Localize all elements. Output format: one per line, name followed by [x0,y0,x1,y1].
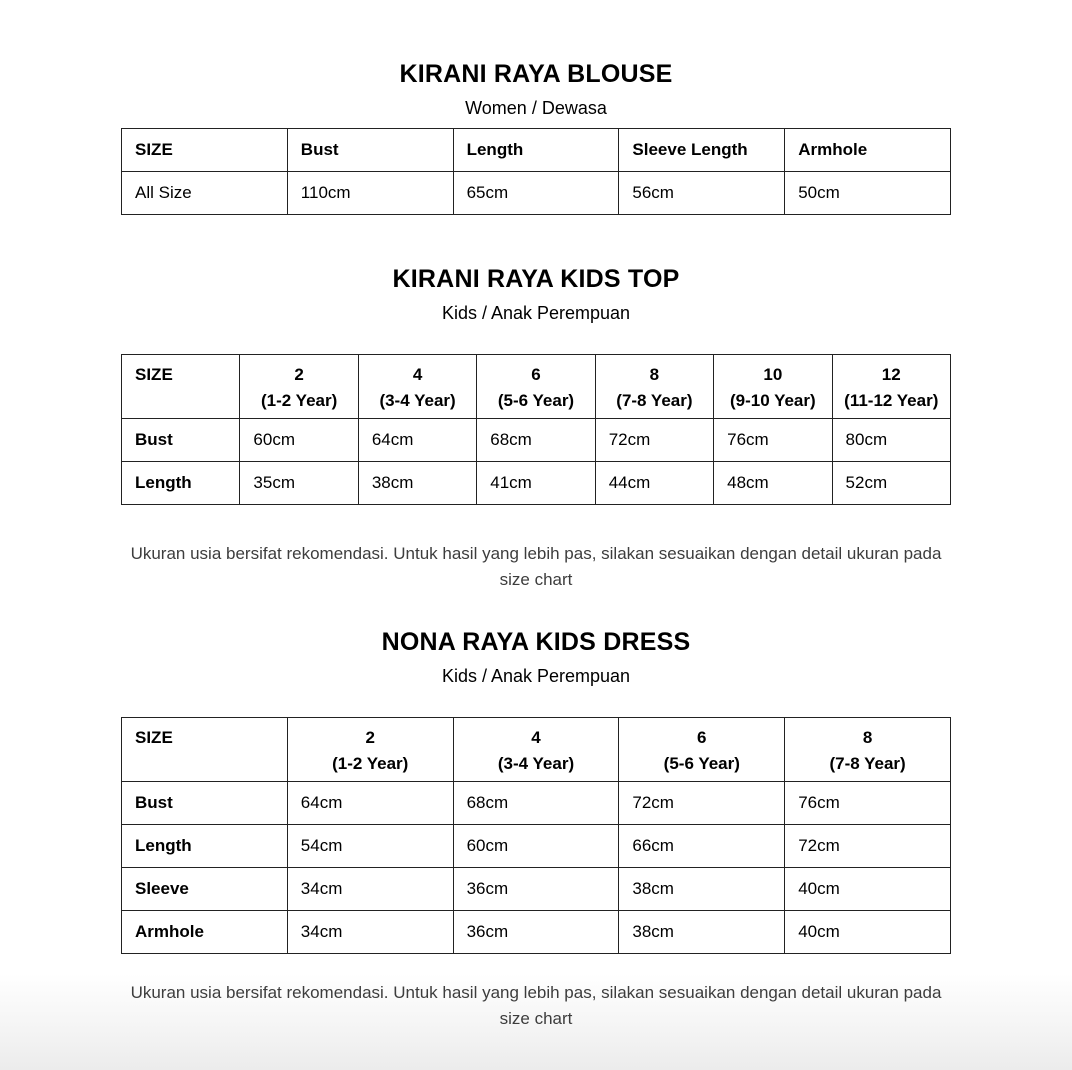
size-number-label: 8 [649,365,660,384]
value-cell: 54cm [287,824,453,867]
section-nona-raya-kids-dress [121,628,951,1033]
age-range-label: (7-8 Year) [616,391,693,411]
size-corner-cell: SIZE [122,355,240,419]
size-number-label: 10 [763,365,783,384]
section-kirani-raya-kids-top [121,265,951,594]
value-cell: 76cm [714,419,832,462]
value-cell: 52cm [832,462,950,505]
row-label-cell: Armhole [122,910,288,953]
table-body [122,419,951,505]
value-cell: 40cm [785,910,951,953]
value-cell: 41cm [477,462,595,505]
size-number-label: 4 [531,727,541,747]
value-cell: 72cm [619,781,785,824]
value-cell: 72cm [785,824,951,867]
size-column-header [785,717,951,781]
section-subtitle: Kids / Anak Perempuan [441,303,631,323]
table-body [122,781,951,953]
value-cell: 60cm [453,824,619,867]
value-cell: 40cm [785,867,951,910]
value-cell: 80cm [832,419,950,462]
value-cell: 64cm [287,781,453,824]
table-header-row [122,129,951,172]
size-corner-cell: SIZE [122,717,288,781]
value-cell: 38cm [619,910,785,953]
row-label-cell: Bust [122,781,288,824]
value-cell: 64cm [358,419,476,462]
value-cell: 72cm [595,419,713,462]
row-label-cell: Length [122,462,240,505]
table-body [122,172,951,215]
age-range-label: (9-10 Year) [729,391,816,411]
value-cell: 44cm [595,462,713,505]
value-cell: 65cm [453,172,619,215]
size-number-label: 4 [412,365,423,384]
header-cell: Armhole [785,129,951,172]
section-kirani-raya-blouse [121,60,951,215]
value-cell: 68cm [477,419,595,462]
value-cell: 35cm [240,462,358,505]
age-range-label: (5-6 Year) [497,391,575,411]
size-column-header [832,355,950,419]
size-number-label: 2 [365,727,375,747]
age-range-label: (1-2 Year) [261,391,338,411]
size-column-header [619,717,785,781]
age-range-label: (7-8 Year) [829,754,906,774]
value-cell: 34cm [287,910,453,953]
row-label-cell: All Size [122,172,288,215]
size-number-label: 6 [697,727,707,747]
age-range-label: (3-4 Year) [497,754,575,774]
value-cell: 38cm [358,462,476,505]
value-cell: 66cm [619,824,785,867]
size-column-header [240,355,358,419]
size-number-label: 2 [294,365,304,384]
size-column-header [595,355,713,419]
kids-dress-size-table [121,717,951,954]
size-column-header [358,355,476,419]
value-cell: 34cm [287,867,453,910]
header-cell: Length [453,129,619,172]
section-title: NONA RAYA KIDS DRESS [381,627,691,656]
size-column-header [714,355,832,419]
size-chart-page [121,0,951,1032]
table-header-row [122,355,951,419]
size-recommendation-note: Ukuran usia bersifat rekomendasi. Untuk hasil yang lebih pas, silakan sesuaikan dengan detail ukuran pada size chart [130,982,942,1029]
table-row [122,419,951,462]
value-cell: 48cm [714,462,832,505]
value-cell: 110cm [287,172,453,215]
table-row [122,172,951,215]
table-row [122,910,951,953]
value-cell: 76cm [785,781,951,824]
size-column-header [477,355,595,419]
size-column-header [287,717,453,781]
table-row [122,462,951,505]
kids-top-size-table [121,354,951,505]
value-cell: 68cm [453,781,619,824]
size-number-label: 8 [862,727,873,747]
blouse-size-table [121,128,951,215]
table-head [122,717,951,781]
section-title: KIRANI RAYA KIDS TOP [392,265,680,293]
section-subtitle: Women / Dewasa [465,98,607,118]
table-row [122,824,951,867]
header-cell: SIZE [122,129,288,172]
age-range-label: (5-6 Year) [663,754,740,774]
value-cell: 60cm [240,419,358,462]
value-cell: 36cm [453,910,619,953]
table-row [122,781,951,824]
size-number-label: 12 [881,365,901,384]
value-cell: 36cm [453,867,619,910]
table-head [122,355,951,419]
value-cell: 56cm [619,172,785,215]
size-column-header [453,717,619,781]
row-label-cell: Sleeve [122,867,288,910]
size-number-label: 6 [531,365,541,384]
age-range-label: (11-12 Year) [844,391,939,411]
value-cell: 38cm [619,867,785,910]
age-range-label: (1-2 Year) [332,754,409,774]
row-label-cell: Length [122,824,288,867]
table-head [122,129,951,172]
value-cell: 50cm [785,172,951,215]
row-label-cell: Bust [122,419,240,462]
section-title: KIRANI RAYA BLOUSE [399,60,673,88]
header-cell: Bust [287,129,453,172]
header-cell: Sleeve Length [619,129,785,172]
section-subtitle: Kids / Anak Perempuan [441,665,631,686]
size-recommendation-note: Ukuran usia bersifat rekomendasi. Untuk hasil yang lebih pas, silakan sesuaikan dengan detail ukuran pada size chart [130,544,942,590]
table-row [122,867,951,910]
table-header-row [122,717,951,781]
age-range-label: (3-4 Year) [379,391,456,411]
